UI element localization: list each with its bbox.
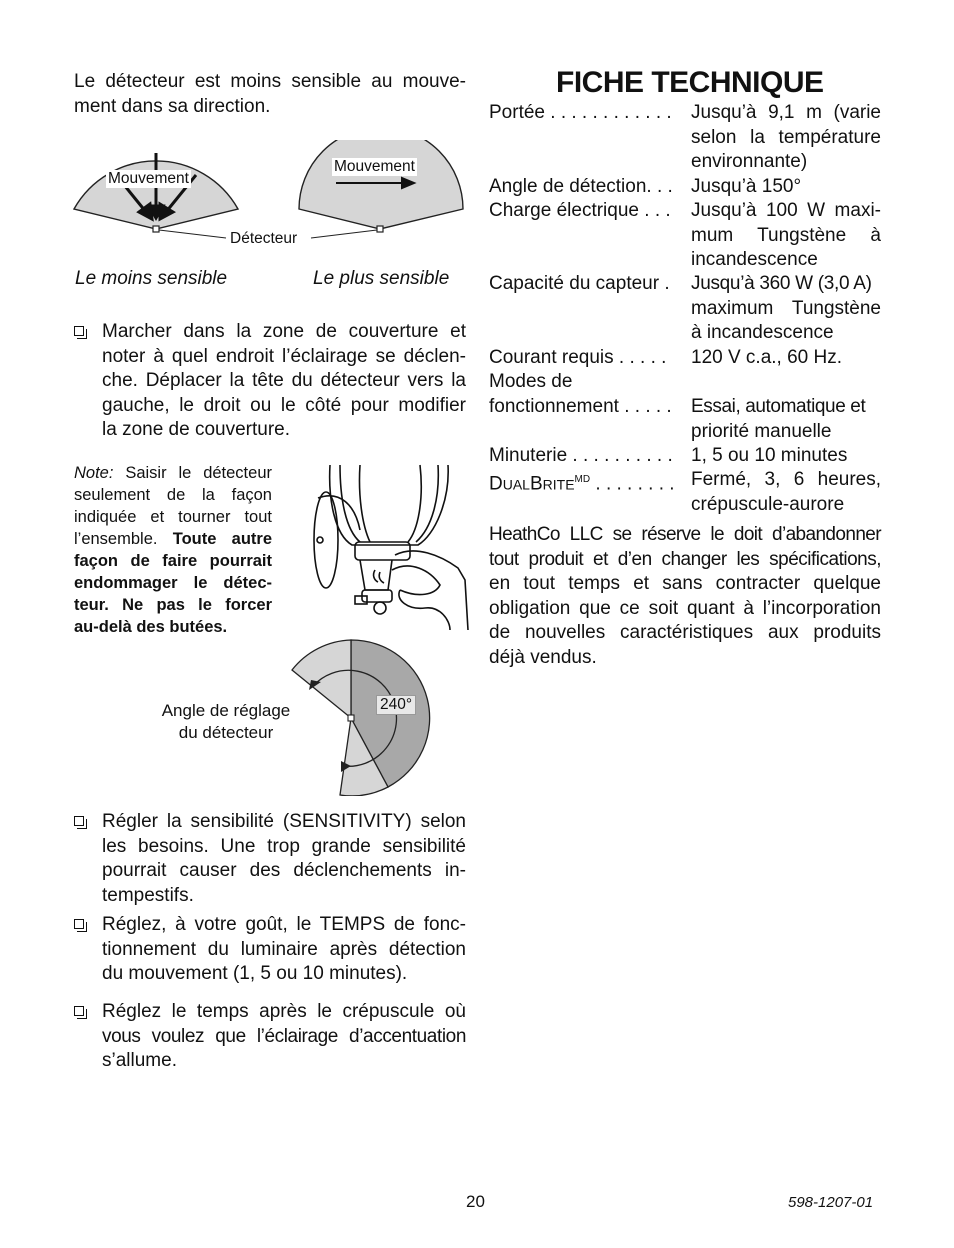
- step-line: tempestifs.: [102, 884, 194, 906]
- checkbox-icon: [74, 816, 84, 826]
- spec-value-line: Essai, automatique et: [691, 396, 866, 417]
- spec-value-line: crépuscule-aurore: [691, 493, 845, 515]
- spec-label: Charge électrique . . .: [489, 200, 671, 221]
- spec-value-line: mum Tungstène à: [691, 224, 881, 246]
- spec-label: Minuterie . . . . . . . . . .: [489, 445, 673, 466]
- spec-value-line: maximum Tungstène: [691, 297, 881, 319]
- spec-sheet-title: FICHE TECHNIQUE: [556, 66, 824, 99]
- spec-label: fonctionnement . . . . .: [489, 396, 672, 417]
- right-sensor-dot: [377, 226, 383, 232]
- spec-value-line: Fermé, 3, 6 heures,: [691, 469, 881, 490]
- step-line: du mouvement (1, 5 ou 10 minutes).: [102, 963, 408, 984]
- spec-value-line: Jusqu’à 150°: [691, 176, 802, 197]
- spec-value-line: 120 V c.a., 60 Hz.: [691, 347, 843, 368]
- spec-value-line: Jusqu’à 100 W maxi-: [691, 200, 881, 221]
- spec-label: Angle de détection. . .: [489, 176, 673, 197]
- step-line: s’allume.: [102, 1050, 177, 1071]
- step-line: les besoins. Une trop grande sensibilité: [102, 835, 466, 857]
- step-line: tionnement du luminaire après détection: [102, 938, 466, 960]
- caption-least-sensitive: Le moins sensible: [75, 268, 228, 289]
- step-line: noter à quel endroit l’éclairage se déclen-: [102, 345, 466, 367]
- spec-value-line: 1, 5 ou 10 minutes: [691, 445, 848, 466]
- spec-label: $DUALBRITE^{MD}$ . . . . . . . .: [489, 473, 675, 495]
- spec-value-line: Jusqu’à 360 W (3,0 A): [691, 273, 872, 294]
- checkbox-icon: [74, 326, 84, 336]
- step-line: Marcher dans la zone de couverture et: [102, 321, 466, 342]
- spec-value-line: Jusqu’à 9,1 m (varie: [691, 102, 881, 123]
- intro-line: Le détecteur est moins sensible au mouve-: [74, 71, 466, 92]
- step-line: Réglez, à votre goût, le TEMPS de fonc-: [102, 914, 466, 935]
- document-number: 598-1207-01: [788, 1194, 874, 1211]
- step-line: pourrait causer des déclenchements in-: [102, 860, 466, 881]
- note-paragraph: Note: Saisir le détecteur seulement de la façon indiquée et tourner tout l’ensemble. Toute autre façon de faire pourrait endommager le détec- teur. Ne pas le forcer au-delà des butées.: [74, 464, 272, 636]
- spec-value-line: incandescence: [691, 249, 818, 270]
- spec-label: Modes de: [489, 371, 573, 392]
- checkbox-icon: [74, 919, 84, 929]
- step-line: gauche, le droit ou le côté pour modifier: [102, 394, 466, 416]
- caption-most-sensitive: Le plus sensible: [313, 268, 450, 289]
- angle-diagram-label: Angle de réglage du détecteur: [161, 701, 291, 742]
- page-number: 20: [466, 1192, 485, 1211]
- spec-label: Capacité du capteur .: [489, 273, 670, 294]
- note-label: Note:: [74, 464, 114, 482]
- detector-angle-diagram: [285, 638, 435, 796]
- step-line: Régler la sensibilité (SENSITIVITY) selon: [102, 811, 466, 832]
- spec-label: Portée . . . . . . . . . . . .: [489, 102, 672, 123]
- intro-line: ment dans sa direction.: [74, 95, 271, 117]
- left-movement-label: Mouvement: [108, 170, 189, 187]
- spec-label: Courant requis . . . . .: [489, 347, 667, 368]
- step-line: vous voulez que l’éclairage d’accentuation: [102, 1025, 466, 1047]
- intro-paragraph: [74, 70, 466, 119]
- step-line: la zone de couverture.: [102, 419, 291, 440]
- spec-value-line: environnante): [691, 151, 808, 172]
- angle-value-label: 240°: [376, 695, 416, 715]
- spec-value-line: à incandescence: [691, 322, 834, 343]
- checkbox-icon: [74, 1006, 84, 1016]
- spec-disclaimer: HeathCo LLC se réserve le doit d’abandonner tout produit et d’en changer les spécifications, en tout temps et sans contracter quelque obligation que ce soit quant à l’incorporation de nouvelles caractéristiques aux produits déjà vendus.: [489, 524, 881, 668]
- left-sensor-dot: [153, 226, 159, 232]
- spec-value-line: selon la température: [691, 126, 881, 148]
- hand-adjusting-detector-illustration: [300, 460, 470, 630]
- sensor-label: Détecteur: [230, 230, 298, 247]
- step-line: che. Déplacer la tête du détecteur vers la: [102, 370, 466, 391]
- right-movement-label: Mouvement: [334, 158, 415, 175]
- step-walk-test: [74, 320, 466, 445]
- step-line: Réglez le temps après le crépuscule où: [102, 1001, 466, 1022]
- spec-value-line: priorité manuelle: [691, 420, 832, 442]
- right-coverage-fan: [299, 140, 463, 229]
